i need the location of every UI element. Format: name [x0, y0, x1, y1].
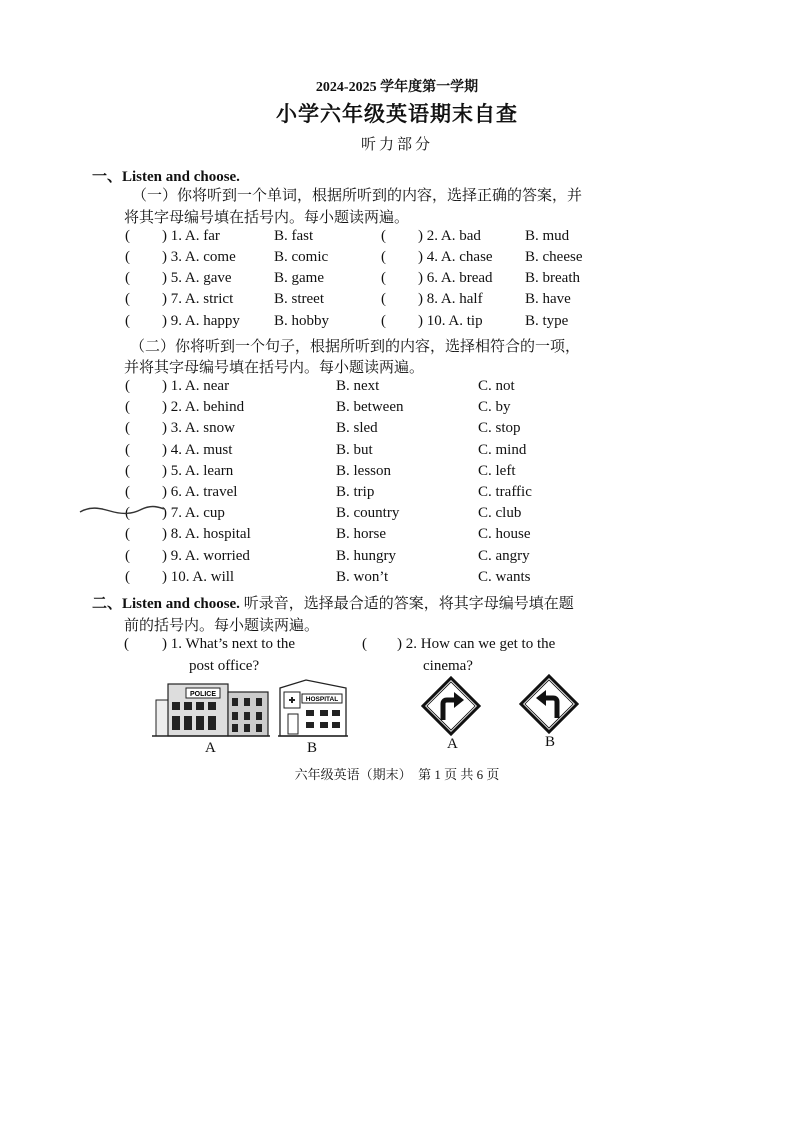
section-1-title: 一、Listen and choose.	[92, 169, 240, 185]
part-1-row	[0, 291, 794, 312]
section-2-heading	[92, 592, 574, 613]
question-option-c: C. club	[478, 505, 522, 521]
s2-q1-line1: ) 1. What’s next to the	[162, 636, 296, 652]
school-year: 2024-2025 学年度第一学期	[315, 80, 479, 95]
question-option-a: ) 7. A. cup	[162, 505, 225, 521]
pic1-label-a: A	[205, 740, 216, 756]
question-option-a: ) 4. A. chase	[418, 249, 493, 265]
part-1-row	[0, 249, 794, 270]
question-option-b: B. country	[336, 505, 400, 521]
section-2-title: 二、Listen and choose.	[92, 596, 240, 612]
answer-bracket[interactable]: (	[125, 228, 130, 244]
question-option-b: B. but	[336, 442, 373, 458]
page-title: 小学六年级英语期末自查	[276, 102, 518, 126]
part-1-instruction-line1: （一）你将听到一个单词，根据所听到的内容，选择正确的答案，并	[132, 188, 583, 204]
s2-q1-bracket[interactable]: (	[124, 636, 129, 652]
part-2-row	[0, 548, 794, 569]
part-1-row	[0, 313, 794, 334]
answer-bracket[interactable]: (	[125, 270, 130, 286]
question-option-c: C. mind	[478, 442, 527, 458]
question-option-a: ) 6. A. bread	[418, 270, 493, 286]
answer-bracket[interactable]: (	[125, 249, 130, 265]
question-option-c: C. traffic	[478, 484, 532, 500]
question-option-c: C. house	[478, 526, 531, 542]
answer-bracket[interactable]: (	[381, 291, 386, 307]
answer-bracket[interactable]: (	[381, 249, 386, 265]
part-2-row	[0, 378, 794, 399]
answer-bracket[interactable]: (	[125, 569, 130, 585]
answer-bracket[interactable]: (	[125, 399, 130, 415]
s2-q2-bracket[interactable]: (	[362, 636, 367, 652]
question-option-b: B. have	[525, 291, 571, 307]
question-option-a: ) 5. A. learn	[162, 463, 234, 479]
question-option-b: B. sled	[336, 420, 378, 436]
pic2-label-b: B	[545, 734, 556, 750]
question-option-a: ) 1. A. far	[162, 228, 220, 244]
question-option-b: B. hobby	[274, 313, 330, 329]
question-option-a: ) 4. A. must	[162, 442, 233, 458]
question-option-b: B. next	[336, 378, 380, 394]
question-option-b: B. type	[525, 313, 569, 329]
question-option-a: ) 7. A. strict	[162, 291, 234, 307]
answer-bracket[interactable]: (	[125, 378, 130, 394]
part-1-row	[0, 270, 794, 291]
answer-bracket[interactable]: (	[125, 548, 130, 564]
question-option-b: B. street	[274, 291, 324, 307]
answer-bracket[interactable]: (	[125, 526, 130, 542]
answer-bracket[interactable]: (	[125, 442, 130, 458]
part-1-row	[0, 228, 794, 249]
question-option-a: ) 9. A. happy	[162, 313, 240, 329]
pic1-label-b: B	[307, 740, 318, 756]
question-option-b: B. mud	[525, 228, 570, 244]
question-option-c: C. left	[478, 463, 516, 479]
section-2-instruction-line1: 听录音，选择最合适的答案，将其字母编号填在题	[239, 596, 574, 612]
question-option-a: ) 3. A. come	[162, 249, 236, 265]
answer-bracket[interactable]: (	[125, 291, 130, 307]
question-option-c: C. wants	[478, 569, 531, 585]
page-footer: 六年级英语（期末） 第 1 页 共 6 页	[294, 767, 500, 782]
answer-bracket[interactable]: (	[381, 228, 386, 244]
police-sign-text: POLICE	[189, 691, 217, 698]
part-2-row	[0, 442, 794, 463]
question-option-c: C. stop	[478, 420, 521, 436]
part-1-instruction-line2: 将其字母编号填在括号内。每小题读两遍。	[124, 210, 410, 226]
answer-bracket[interactable]: (	[125, 463, 130, 479]
question-option-b: B. game	[274, 270, 324, 286]
question-option-a: ) 10. A. will	[162, 569, 235, 585]
answer-bracket[interactable]: (	[125, 313, 130, 329]
question-option-c: C. not	[478, 378, 515, 394]
turn-left-sign-icon	[519, 674, 579, 734]
question-option-b: B. hungry	[336, 548, 396, 564]
answer-bracket[interactable]: (	[125, 484, 130, 500]
question-option-b: B. won’t	[336, 569, 389, 585]
part-2-row	[0, 463, 794, 484]
question-option-b: B. comic	[274, 249, 329, 265]
question-option-a: ) 3. A. snow	[162, 420, 235, 436]
question-option-a: ) 9. A. worried	[162, 548, 250, 564]
part-2-row	[0, 526, 794, 547]
part-2-row	[0, 399, 794, 420]
pen-scribble-mark	[78, 500, 168, 524]
hospital-icon	[276, 678, 350, 740]
s2-q2-line2: cinema?	[423, 658, 473, 674]
hospital-sign-text: HOSPITAL	[305, 696, 339, 703]
question-option-b: B. trip	[336, 484, 375, 500]
question-option-c: C. angry	[478, 548, 530, 564]
question-option-a: ) 1. A. near	[162, 378, 230, 394]
question-option-a: ) 10. A. tip	[418, 313, 483, 329]
question-option-a: ) 2. A. behind	[162, 399, 245, 415]
question-option-b: B. lesson	[336, 463, 392, 479]
police-station-icon	[150, 678, 272, 740]
part-2-instruction-line2: 并将其字母编号填在括号内。每小题读两遍。	[124, 360, 425, 376]
answer-bracket[interactable]: (	[125, 420, 130, 436]
question-option-b: B. cheese	[525, 249, 583, 265]
s2-q1-line2: post office?	[189, 658, 260, 674]
part-2-instruction-line1: （二）你将听到一个句子，根据所听到的内容，选择相符合的一项，	[130, 339, 581, 355]
turn-right-sign-icon	[421, 676, 481, 736]
question-option-c: C. by	[478, 399, 511, 415]
question-option-a: ) 6. A. travel	[162, 484, 238, 500]
answer-bracket[interactable]: (	[125, 505, 130, 521]
answer-bracket[interactable]: (	[381, 270, 386, 286]
question-option-b: B. horse	[336, 526, 386, 542]
pic2-label-a: A	[447, 736, 458, 752]
section-2-instruction-line2: 前的括号内。每小题读两遍。	[124, 618, 320, 634]
question-option-a: ) 8. A. half	[418, 291, 483, 307]
question-option-a: ) 5. A. gave	[162, 270, 232, 286]
question-option-b: B. fast	[274, 228, 314, 244]
page-subtitle: 听力部分	[360, 137, 433, 153]
answer-bracket[interactable]: (	[381, 313, 386, 329]
part-2-row	[0, 420, 794, 441]
question-option-b: B. breath	[525, 270, 580, 286]
question-option-a: ) 2. A. bad	[418, 228, 481, 244]
question-option-b: B. between	[336, 399, 404, 415]
question-option-a: ) 8. A. hospital	[162, 526, 251, 542]
s2-q2-line1: ) 2. How can we get to the	[397, 636, 556, 652]
part-2-row	[0, 569, 794, 590]
